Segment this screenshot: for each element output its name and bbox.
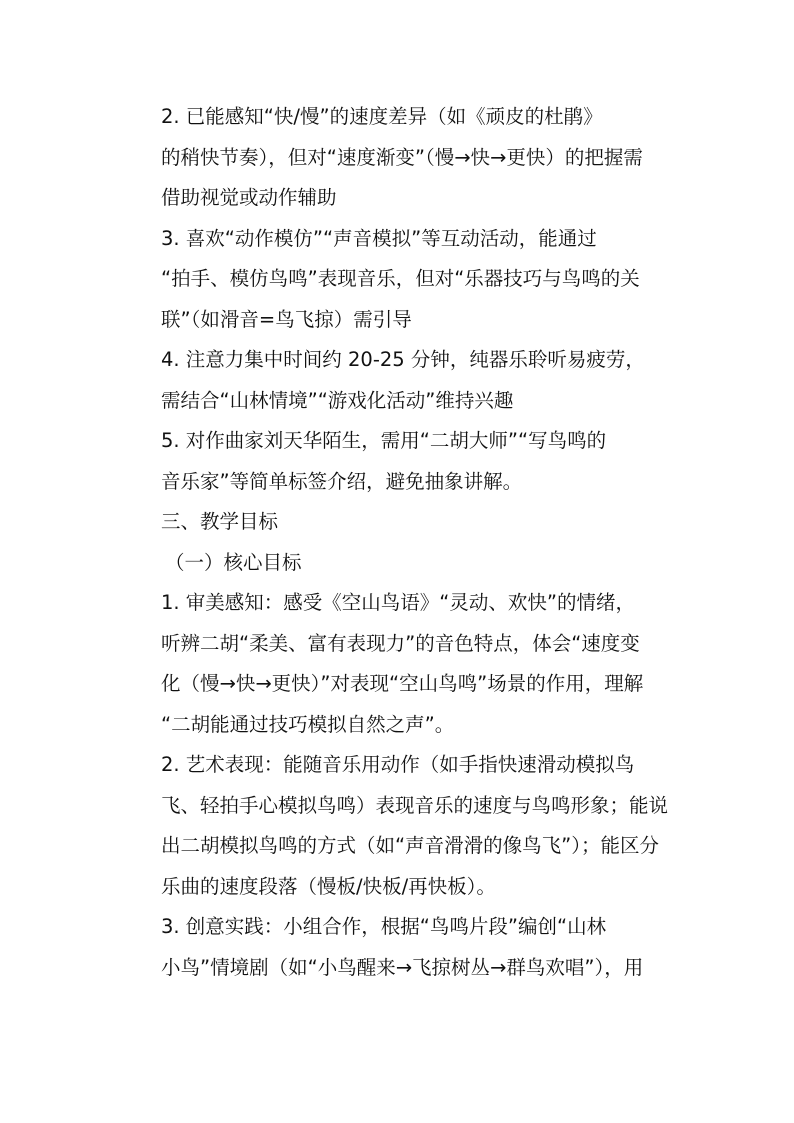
text-line: 4. 注意力集中时间约 20-25 分钟，纯器乐聆听易疲劳， (161, 348, 645, 371)
subheading-text: （一）核心目标 (165, 550, 302, 574)
section-heading-teaching-goals (120, 502, 676, 543)
text-line: 3. 喜欢“动作模仿”“声音模拟”等互动活动，能通过 (161, 226, 597, 250)
paragraph-learner-analysis-3 (120, 219, 676, 341)
heading-text: 三、教学目标 (161, 510, 279, 533)
text-line: 化（慢→快→更快）”对表现“空山鸟鸣”场景的作用，理解 (161, 672, 644, 695)
text-line: “拍手、模仿鸟鸣”表现音乐，但对“乐器技巧与鸟鸣的关 (161, 267, 640, 290)
paragraph-goal-artistic-expression (120, 745, 676, 907)
text-line: 飞、轻拍手心模拟鸟鸣）表现音乐的速度与鸟鸣形象；能说 (161, 793, 669, 817)
text-line: 5. 对作曲家刘天华陌生，需用“二胡大师”“写鸟鸣的 (161, 429, 607, 452)
text-line: 2. 艺术表现：能随音乐用动作（如手指快速滑动模拟鸟 (161, 753, 635, 776)
text-line: 2. 已能感知“快/慢”的速度差异（如《顽皮的杜鹃》 (161, 105, 603, 128)
text-line: 1. 审美感知：感受《空山鸟语》“灵动、欢快”的情绪， (161, 591, 636, 614)
text-line: 借助视觉或动作辅助 (161, 186, 337, 209)
subsection-heading-core-goals (120, 543, 676, 584)
text-line: 需结合“山林情境”“游戏化活动”维持兴趣 (161, 388, 514, 412)
text-line: 乐曲的速度段落（慢板/快板/再快板）。 (161, 874, 496, 898)
paragraph-goal-aesthetic-perception (120, 583, 676, 745)
document-body (120, 97, 676, 988)
paragraph-goal-creative-practice (120, 907, 676, 988)
text-line: 3. 创意实践：小组合作，根据“鸟鸣片段”编创“山林 (161, 915, 607, 938)
text-line: 出二胡模拟鸟鸣的方式（如“声音滑滑的像鸟飞”）；能区分 (161, 834, 659, 857)
paragraph-learner-analysis-2 (120, 97, 676, 219)
text-line: 的稍快节奏），但对“速度渐变”（慢→快→更快）的把握需 (161, 145, 643, 169)
text-line: 小鸟”情境剧（如“小鸟醒来→飞掠树丛→群鸟欢唱”），用 (161, 955, 644, 979)
text-line: 音乐家”等简单标签介绍，避免抽象讲解。 (161, 469, 523, 493)
paragraph-learner-analysis-5 (120, 421, 676, 502)
text-line: 听辨二胡“柔美、富有表现力”的音色特点，体会“速度变 (161, 631, 640, 655)
text-line: “二胡能通过技巧模拟自然之声”。 (161, 712, 455, 736)
paragraph-learner-analysis-4 (120, 340, 676, 421)
text-line: 联”（如滑音=鸟飞掠）需引导 (161, 307, 412, 331)
